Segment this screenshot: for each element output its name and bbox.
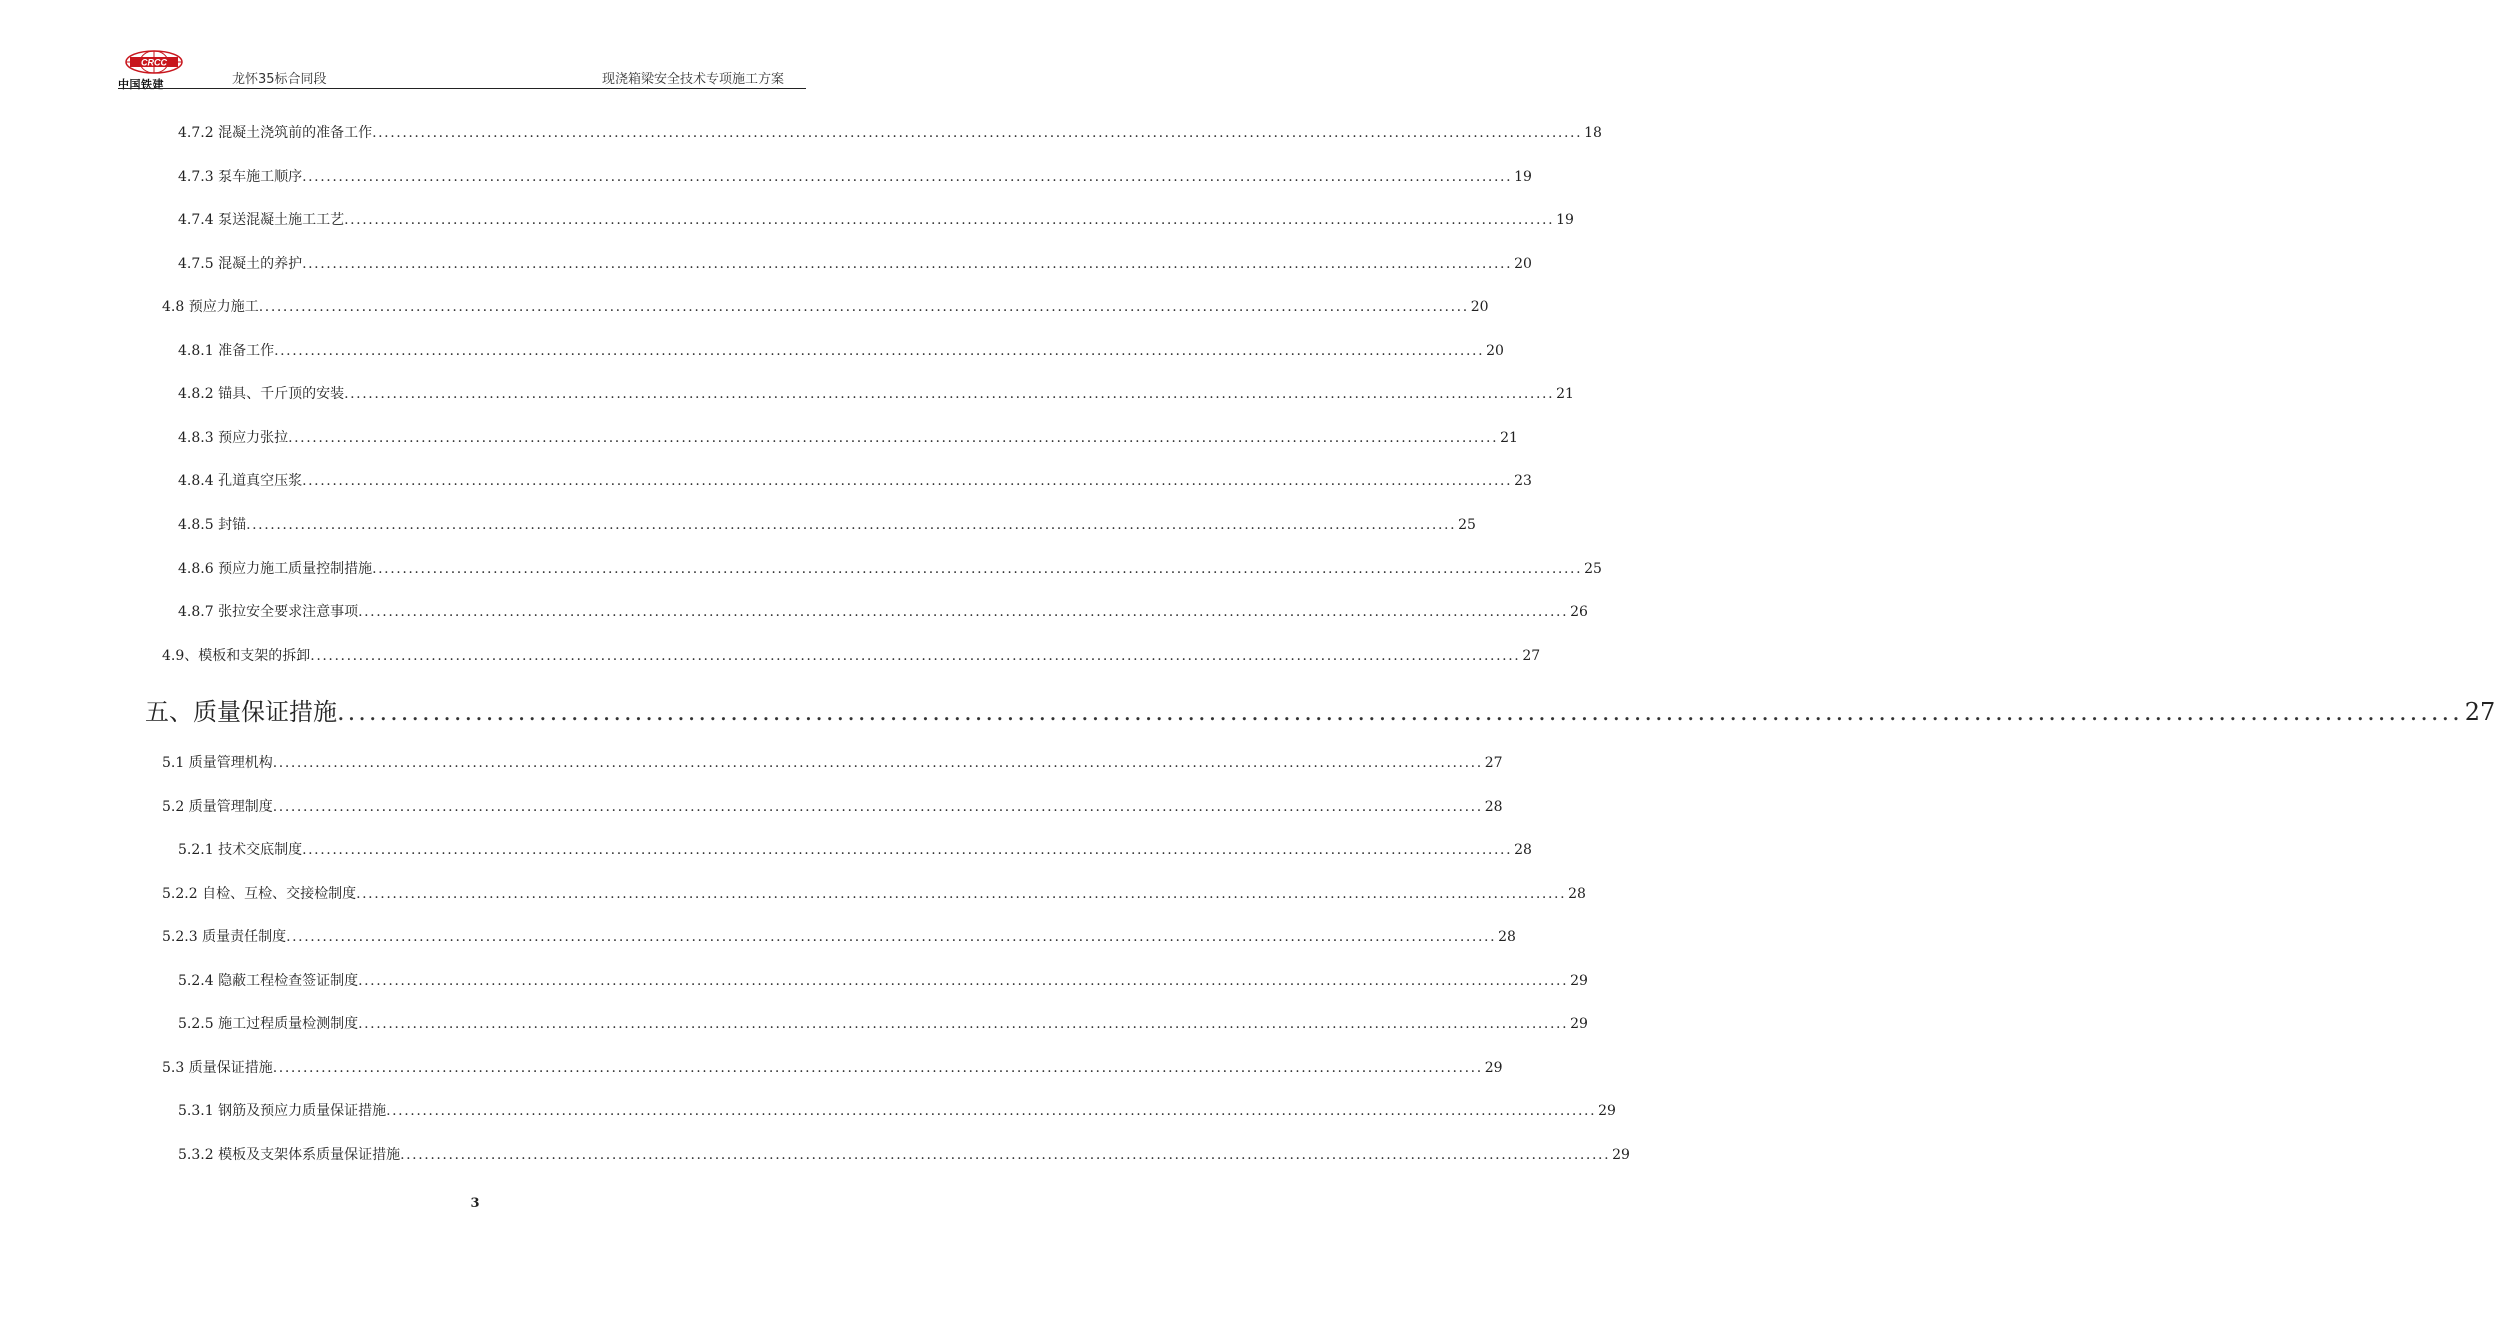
toc-entry-title: 5.1 质量管理机构	[162, 755, 273, 771]
toc-entry-title: 4.7.2 混凝土浇筑前的准备工作	[178, 125, 373, 141]
toc-leader-dots: ........................................................................................................................................................................................................	[386, 1103, 1597, 1119]
toc-entry-title: 4.8.7 张拉安全要求注意事项	[178, 604, 359, 620]
toc-leader-dots: ........................................................................................................................................................................................................	[274, 343, 1485, 359]
toc-entry-title: 5.3.2 模板及支架体系质量保证措施	[178, 1147, 401, 1163]
toc-leader-dots: ........................................................................................................................................................................................................	[272, 799, 1483, 815]
toc-entry[interactable]	[162, 797, 1503, 817]
toc-entry-page: 27	[1522, 648, 1541, 664]
toc-entry-page: 28	[1568, 886, 1586, 902]
toc-entry-page: 21	[1500, 430, 1518, 446]
toc-entry-title: 5.2.4 隐蔽工程检查签证制度	[178, 973, 359, 989]
toc-entry-page: 29	[1570, 1016, 1588, 1032]
toc-entry[interactable]	[178, 167, 1532, 187]
toc-entry-title: 4.8.5 封锚	[178, 517, 247, 533]
toc-entry[interactable]	[162, 753, 1503, 773]
toc-entry[interactable]	[162, 884, 1586, 904]
toc-entry-page: 19	[1556, 212, 1574, 228]
toc-entry[interactable]	[178, 840, 1532, 860]
toc-leader-dots: ........................................................................................................................................................................................................	[272, 755, 1483, 771]
toc-entry-page: 18	[1584, 125, 1602, 141]
toc-entry-page: 21	[1556, 386, 1574, 402]
toc-entry-page: 23	[1514, 473, 1532, 489]
toc-leader-dots: ........................................................................................................................................................................................................	[310, 648, 1521, 664]
toc-leader-dots: ........................................................................................................................................................................................................	[372, 561, 1583, 577]
toc-leader-dots: ........................................................................................................................................................................................................	[302, 169, 1513, 185]
toc-entry-title: 4.8.1 准备工作	[178, 343, 275, 359]
page-header	[118, 48, 806, 90]
toc-entry-title: 五、质量保证措施	[145, 698, 337, 726]
toc-leader-dots: ........................................................................................................................................................................................................	[358, 604, 1569, 620]
toc-entry-title: 5.2.3 质量责任制度	[162, 929, 287, 945]
toc-leader-dots: ........................................................................................................................................................................................................	[356, 886, 1567, 902]
toc-entry[interactable]	[178, 1145, 1630, 1165]
toc-leader-dots: ........................................................................................................................................................................................................	[286, 929, 1497, 945]
logo-caption: 中国铁建	[118, 78, 164, 91]
toc-entry-title: 4.8.6 预应力施工质量控制措施	[178, 561, 373, 577]
toc-leader-dots: ........................................................................................................................................................................................................	[372, 125, 1583, 141]
toc-leader-dots: ........................................................................................................................................................................................................	[272, 1060, 1483, 1076]
toc-leader-dots: ........................................................................................................................................................................................................	[344, 386, 1555, 402]
toc-entry-title: 4.9、模板和支架的拆卸	[162, 648, 311, 664]
toc-entry[interactable]	[162, 297, 1489, 317]
toc-entry-title: 5.2 质量管理制度	[162, 799, 273, 815]
toc-entry[interactable]	[178, 123, 1602, 143]
toc-entry[interactable]	[178, 602, 1588, 622]
toc-entry-page: 25	[1458, 517, 1476, 533]
toc-entry-page: 20	[1486, 343, 1504, 359]
toc-leader-dots: ........................................................................................................................................................................................................	[358, 973, 1569, 989]
toc-leader-dots: ........................................................................................................................................................................................................	[344, 212, 1555, 228]
toc-entry-page: 27	[1484, 755, 1503, 771]
toc-entry[interactable]	[178, 1014, 1588, 1034]
toc-entry[interactable]	[178, 254, 1532, 274]
toc-leader-dots: ........................................................................................................................................................................................................	[302, 842, 1513, 858]
toc-entry-title: 4.8.2 锚具、千斤顶的安装	[178, 386, 345, 402]
toc-entry-title: 4.7.4 泵送混凝土施工工艺	[178, 212, 345, 228]
toc-leader-dots: ........................................................................................................................................................................................................	[246, 517, 1457, 533]
toc-leader-dots: ........................................................................................................................................................................................................	[337, 698, 2463, 726]
toc-entry[interactable]	[162, 927, 1516, 947]
toc-entry[interactable]	[178, 559, 1602, 579]
toc-entry-page: 25	[1584, 561, 1602, 577]
toc-entry-title: 4.8 预应力施工	[162, 299, 259, 315]
toc-entry-title: 4.8.3 预应力张拉	[178, 430, 289, 446]
toc-entry[interactable]	[178, 428, 1518, 448]
header-project-name: 龙怀35标合同段	[232, 72, 327, 87]
toc-entry[interactable]	[178, 341, 1504, 361]
toc-entry-title: 4.8.4 孔道真空压浆	[178, 473, 303, 489]
toc-entry-title: 5.3 质量保证措施	[162, 1060, 273, 1076]
toc-entry-page: 26	[1570, 604, 1588, 620]
toc-entry-page: 29	[1598, 1103, 1616, 1119]
toc-entry-title: 5.3.1 钢筋及预应力质量保证措施	[178, 1103, 387, 1119]
toc-entry-page: 29	[1612, 1147, 1630, 1163]
toc-leader-dots: ........................................................................................................................................................................................................	[258, 299, 1469, 315]
toc-entry-page: 28	[1484, 799, 1503, 815]
toc-entry-title: 4.7.3 泵车施工顺序	[178, 169, 303, 185]
toc-leader-dots: ........................................................................................................................................................................................................	[302, 473, 1513, 489]
toc-entry[interactable]	[178, 1101, 1616, 1121]
toc-entry-page: 29	[1570, 973, 1588, 989]
toc-entry-title: 5.2.1 技术交底制度	[178, 842, 303, 858]
toc-entry-page: 28	[1514, 842, 1532, 858]
toc-entry-title: 5.2.5 施工过程质量检测制度	[178, 1016, 359, 1032]
toc-entry-page: 20	[1470, 299, 1489, 315]
toc-entry[interactable]	[178, 515, 1476, 535]
svg-text:CRCC: CRCC	[141, 57, 167, 68]
page-number: 3	[470, 1196, 480, 1211]
toc-entry[interactable]	[178, 471, 1532, 491]
toc-chapter-entry[interactable]	[145, 696, 2495, 728]
header-document-title: 现浇箱梁安全技术专项施工方案	[601, 72, 784, 87]
toc-entry-title: 5.2.2 自检、互检、交接检制度	[162, 886, 357, 902]
toc-entry-title: 4.7.5 混凝土的养护	[178, 256, 303, 272]
toc-entry[interactable]	[162, 646, 1541, 666]
toc-leader-dots: ........................................................................................................................................................................................................	[400, 1147, 1611, 1163]
toc-entry[interactable]	[178, 971, 1588, 991]
toc-entry-page: 28	[1498, 929, 1516, 945]
toc-leader-dots: ........................................................................................................................................................................................................	[302, 256, 1513, 272]
toc-entry[interactable]	[178, 210, 1574, 230]
toc-entry-page: 29	[1484, 1060, 1503, 1076]
toc-entry-page: 20	[1514, 256, 1532, 272]
toc-entry-page: 19	[1514, 169, 1532, 185]
toc-entry[interactable]	[162, 1058, 1503, 1078]
header-rule	[118, 88, 806, 89]
toc-entry-page: 27	[2464, 698, 2495, 726]
toc-leader-dots: ........................................................................................................................................................................................................	[288, 430, 1499, 446]
toc-entry[interactable]	[178, 384, 1574, 404]
toc-leader-dots: ........................................................................................................................................................................................................	[358, 1016, 1569, 1032]
